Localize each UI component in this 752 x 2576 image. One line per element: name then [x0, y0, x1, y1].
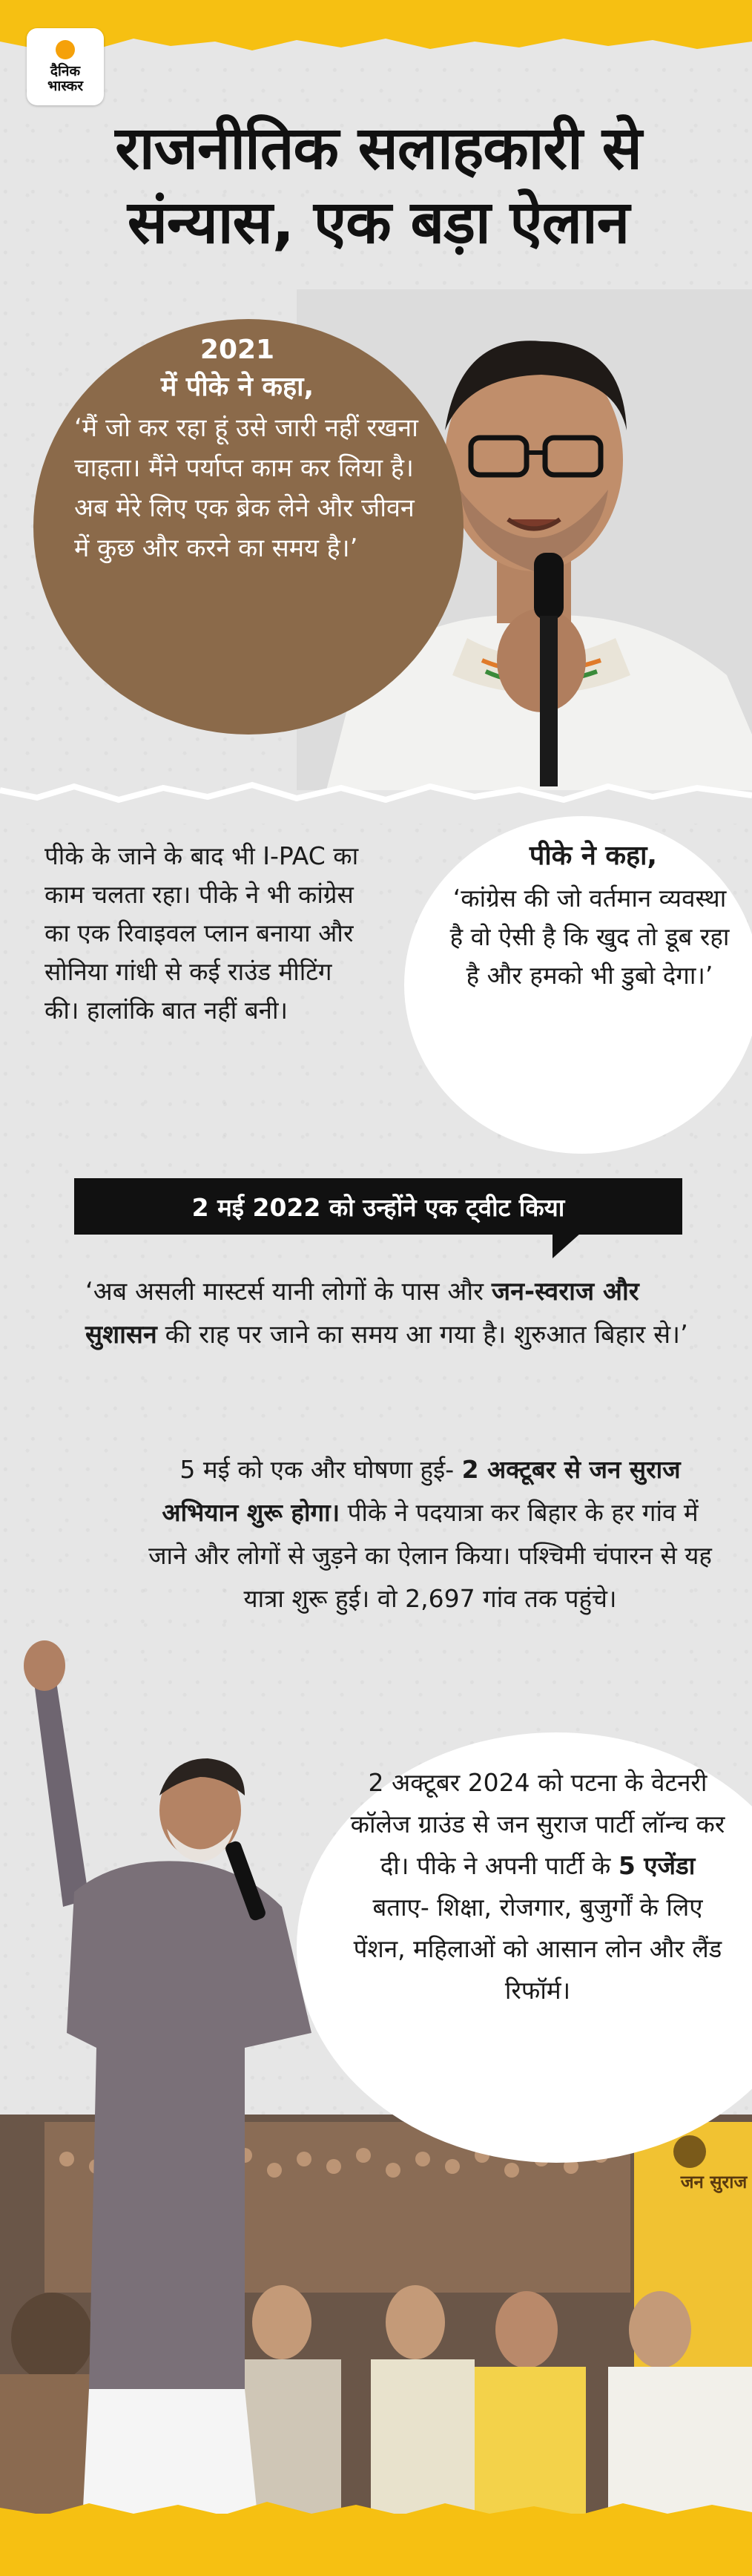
tweet-header-text: 2 मई 2022 को उन्होंने एक ट्वीट किया	[191, 1192, 565, 1222]
quote-speaker: में पीके ने कहा,	[160, 372, 314, 402]
tweet-header-bar	[74, 1178, 682, 1235]
logo-text-line1: दैनिक	[50, 63, 81, 79]
quote-year: 2021	[199, 335, 275, 365]
headline-line2: संन्यास, एक बड़ा ऐलान	[127, 188, 630, 257]
ipac-paragraph: पीके के जाने के बाद भी I-PAC का काम चलता रहा। पीके ने भी कांग्रेस का एक रिवाइवल प्लान बनाया और सोनिया गांधी से कई राउंड मीटिंग की। हालांकि बात नहीं बनी।	[44, 841, 359, 1025]
headline	[44, 111, 712, 260]
launch-bold: 5 एजेंडा	[618, 1851, 696, 1880]
announcement-part1: 5 मई को एक और घोषणा हुई-	[179, 1455, 462, 1484]
torn-paper-edge-middle	[0, 772, 752, 824]
logo-text-line2: भास्कर	[47, 78, 84, 94]
tweet-text-part2: की राह पर जाने का समय आ गया है। शुरुआत बिहार से।’	[156, 1320, 688, 1350]
congress-quote-speaker: पीके ने कहा,	[529, 841, 658, 871]
headline-line1: राजनीतिक सलाहकारी से	[115, 114, 641, 183]
jan-suraaj-banner-text: जन सुराज	[680, 2172, 748, 2192]
tweet-text	[85, 1270, 701, 1356]
congress-quote-text: ‘कांग्रेस की जो वर्तमान व्यवस्था है वो ऐसी है कि खुद तो डूब रहा है और हमको भी डुबो देगा।’	[449, 884, 730, 990]
quote-text-2021: ‘मैं जो कर रहा हूं उसे जारी नहीं रखना चाहता। मैंने पर्याप्त काम कर लिया है। अब मेरे लिए एक ब्रेक लेने और जीवन में कुछ और करने का समय है।’	[74, 413, 418, 563]
torn-paper-edge-top	[0, 34, 752, 64]
launch-part1: 2 अक्टूबर 2024 को पटना के वेटनरी कॉलेज ग्राउंड से जन सुराज पार्टी लॉन्च कर दी। पीके ने अपनी पार्टी के	[350, 1768, 725, 1880]
tweet-bar-tail	[553, 1233, 581, 1258]
dainik-bhaskar-logo	[27, 28, 104, 105]
jan-suraaj-announcement	[141, 1448, 719, 1620]
launch-part2: बताए- शिक्षा, रोजगार, बुजुर्गों के लिए पेंशन, महिलाओं को आसान लोन और लैंड रिफॉर्म।	[353, 1893, 722, 2005]
bottom-yellow-strip	[0, 2514, 752, 2576]
party-launch-text	[349, 1762, 727, 2011]
sun-icon	[56, 40, 75, 59]
announcement-part2: पीके ने पदयात्रा कर बिहार के हर गांव में जाने और लोगों से जुड़ने का ऐलान किया। पश्चिमी चंपारन से यह यात्रा शुरू हुई। वो 2,697 गांव तक पहुंचे।	[148, 1498, 712, 1613]
announcement-bold: 2 अक्टूबर से जन सुराज अभियान शुरू होगा।	[162, 1455, 681, 1527]
tweet-text-bold: जन-स्वराज और सुशासन	[85, 1277, 639, 1350]
tweet-text-part1: ‘अब असली मास्टर्स यानी लोगों के पास और	[85, 1277, 492, 1307]
